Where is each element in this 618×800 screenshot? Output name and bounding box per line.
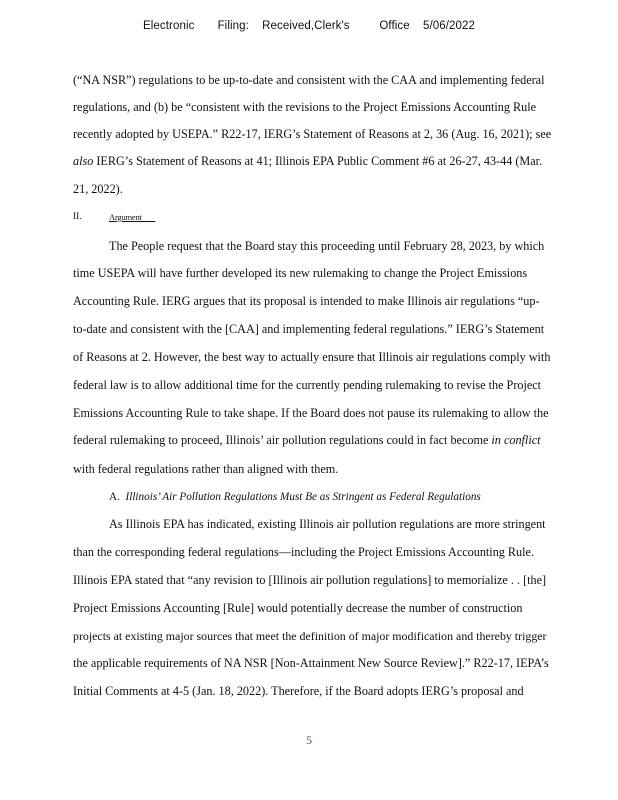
p2-line-4: to-date and consistent with the [CAA] and implementing federal regulations.” IERG’s Statement (73, 322, 545, 336)
subheading-title: Illinois’ Air Pollution Regulations Must Be as Stringent as Federal Regulations (125, 491, 481, 503)
p1-line-2: regulations, and (b) be “consistent with the revisions to the Project Emissions Accounting Rule (73, 100, 537, 114)
p2-line-3: Accounting Rule. IERG argues that its proposal is intended to make Illinois air regulations “up- (73, 294, 540, 308)
p1-line-4-italic: also (73, 154, 94, 168)
p2-line-2: time USEPA will have further developed its new rulemaking to change the Project Emissions (73, 266, 528, 280)
header-date: 5/06/2022 (422, 20, 476, 32)
p2-line-9: with federal regulations rather than aligned with them. (73, 462, 339, 476)
p1-line-4-rest: IERG’s Statement of Reasons at 41; Illinois EPA Public Comment #6 at 26-27, 43-44 (Mar. (93, 154, 543, 168)
header-filing: Filing: (217, 20, 249, 32)
page-number: 5 (306, 733, 312, 747)
p3-line-6: the applicable requirements of NA NSR [Non-Attainment New Source Review].” R22-17, IEPA’s (73, 656, 549, 670)
p3-line-2: than the corresponding federal regulations—including the Project Emissions Accounting Rule. (73, 545, 534, 559)
p1-line-5: 21, 2022). (73, 182, 123, 196)
p2-line-8-italic: in conflict (491, 433, 541, 447)
section-title: Argument (109, 212, 142, 222)
p3-line-3: Illinois EPA stated that “any revision to [Illinois air pollution regulations] to memorialize . . [the] (73, 573, 547, 587)
p2-line-8-start: federal rulemaking to proceed, Illinois’ air pollution regulations could in fact become (73, 433, 492, 447)
p1-line-4 (73, 153, 542, 169)
p1-line-3: recently adopted by USEPA.” R22-17, IERG’s Statement of Reasons at 2, 36 (Aug. 16, 2021); see (73, 127, 552, 141)
p3-line-1: As Illinois EPA has indicated, existing Illinois air pollution regulations are more stringent (109, 517, 546, 531)
p3-line-4: Project Emissions Accounting [Rule] would potentially decrease the number of construction (73, 601, 523, 615)
p1-line-1: (“NA NSR”) regulations to be up-to-date and consistent with the CAA and implementing federal (73, 73, 545, 87)
p2-line-8 (73, 432, 541, 448)
p2-line-7: Emissions Accounting Rule to take shape. If the Board does not pause its rulemaking to allow the (73, 406, 549, 420)
p3-line-7: Initial Comments at 4-5 (Jan. 18, 2022). Therefore, if the Board adopts IERG’s proposal and (73, 684, 524, 698)
subheading (109, 489, 481, 505)
p3-line-5: projects at existing major sources that meet the definition of major modification and thereby trigger (73, 629, 547, 643)
header-received: Received,Clerk's (262, 20, 350, 32)
filing-header (0, 20, 618, 32)
header-office: Office (379, 20, 410, 32)
subheading-label: A. (109, 491, 120, 503)
p2-line-6: federal law is to allow additional time for the currently pending rulemaking to revise the Project (73, 378, 542, 392)
section-number: II. (73, 212, 82, 222)
p2-line-1: The People request that the Board stay this proceeding until February 28, 2023, by which (109, 239, 545, 253)
header-electronic: Electronic (142, 20, 195, 32)
p2-line-5: of Reasons at 2. However, the best way to actually ensure that Illinois air regulations comply with (73, 350, 551, 364)
